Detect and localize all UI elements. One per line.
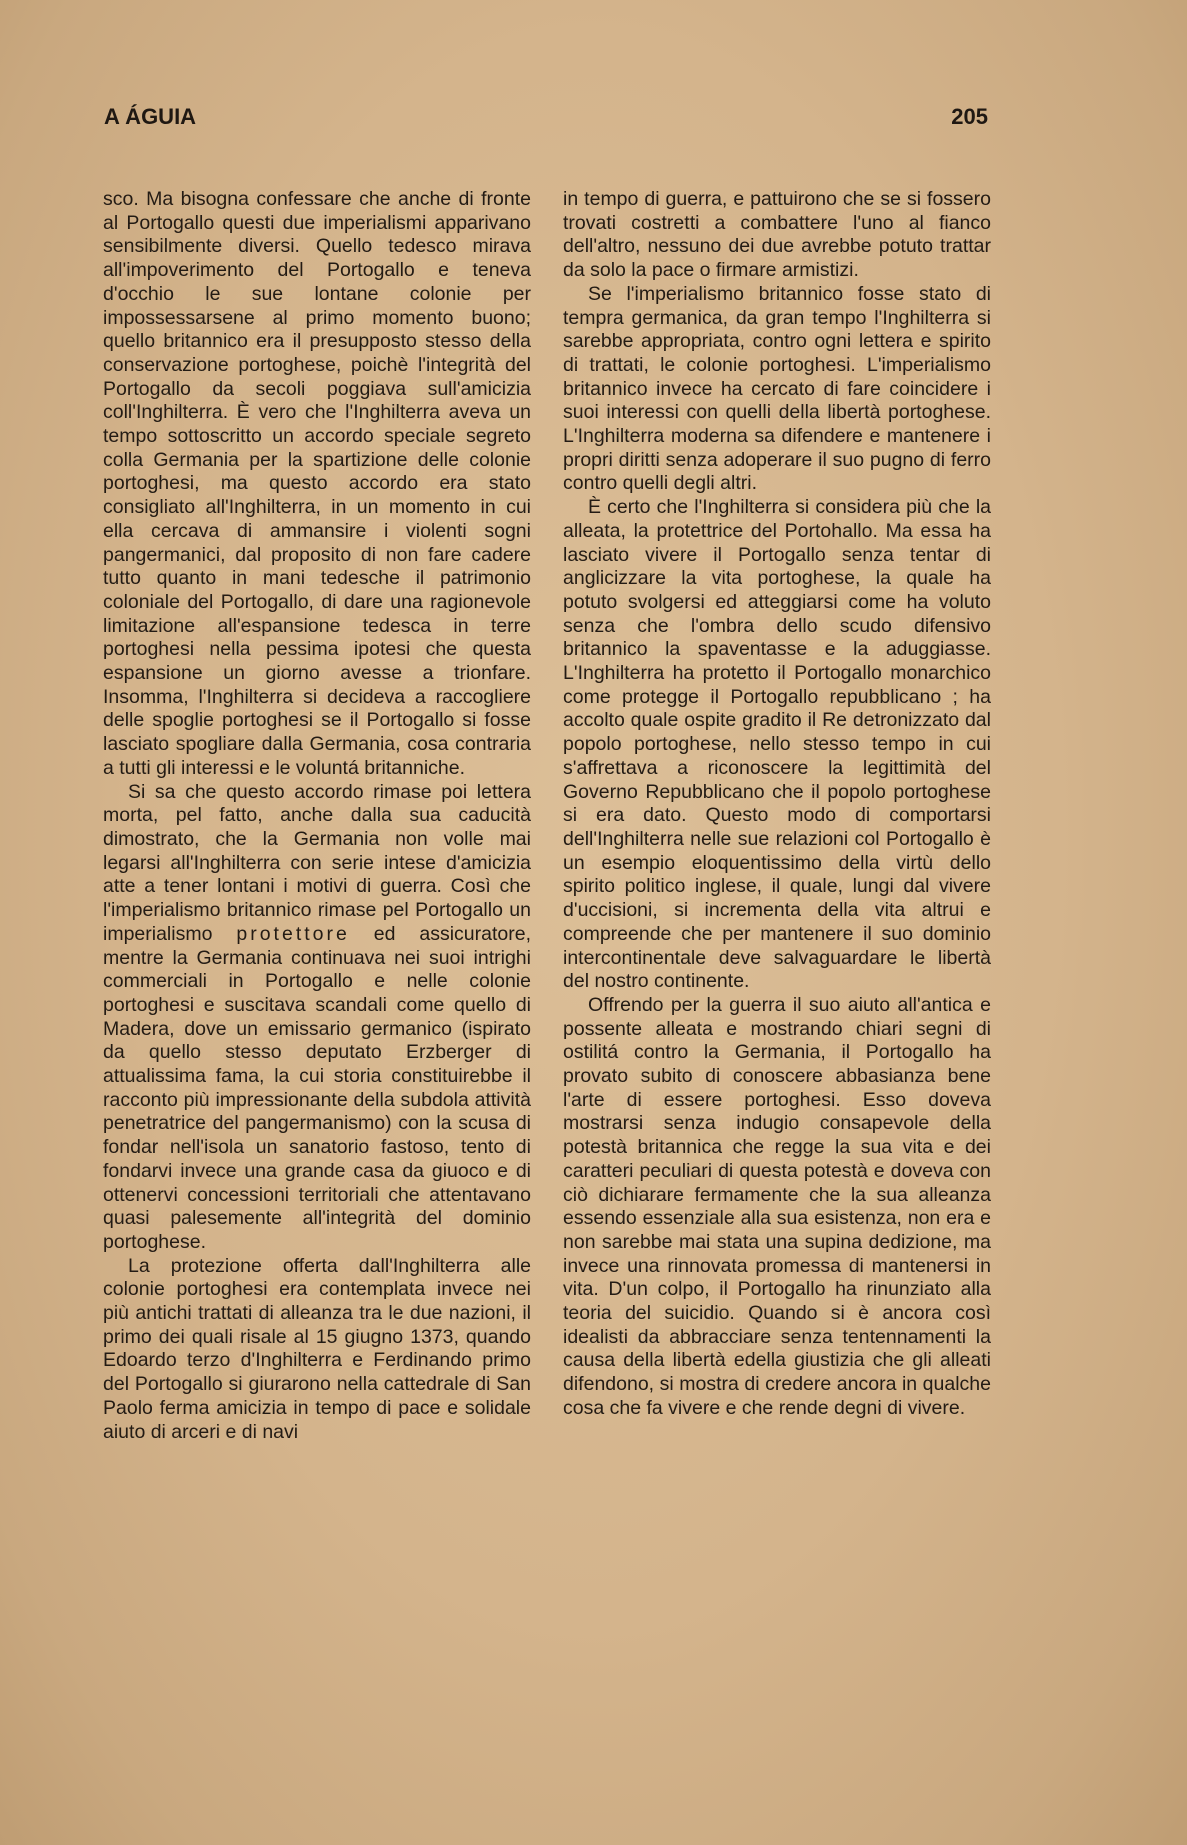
paragraph: La protezione offerta dall'Inghilterra alle colonie portoghesi era contemplata invece nei più antichi trattati di alleanza tra le due nazioni, il primo dei quali risale al 15 giugno 1373, quando Edoardo terzo d'Inghilterra e Ferdinando primo del Portogallo si giurarono nella cattedrale di San Paolo ferma amicizia in tempo di pace e solidale aiuto di arceri e di navi [103, 1254, 531, 1443]
paragraph: Se l'imperialismo britannico fosse stato di tempra germanica, da gran tempo l'Inghilterra si sarebbe appropriata, contro ogni lettera e spirito di trattati, le colonie portoghesi. L'imperialismo britannico invece ha cercato di fare coincidere i suoi interessi con quelli della libertà portoghese. L'Inghilterra moderna sa difendere e mantenere i propri diritti senza adoperare il suo pugno di ferro contro quelli degli altri. [563, 282, 991, 495]
running-head [104, 100, 988, 134]
paragraph: È certo che l'Inghilterra si considera più che la alleata, la protettrice del Portohallo. Ma essa ha lasciato vivere il Portogallo senza tentar di anglicizzare la vita portoghese, la quale ha potuto svolgersi ed atteggiarsi come ha voluto senza che l'ombra dello scudo difensivo britannico la spaventasse e la aduggiasse. L'Inghilterra ha protetto il Portogallo monarchico come protegge il Portogallo repubblicano ; ha accolto quale ospite gradito il Re detronizzato dal popolo portoghese, nello stesso tempo in cui s'affrettava a riconoscere la legittimità del Governo Repubblicano che il popolo portoghese si era dato. Questo modo di comportarsi dell'Inghilterra nelle sue relazioni col Portogallo è un esempio eloquentissimo della virtù dello spirito politico inglese, il quale, lungi dal vivere d'uccisioni, si incrementa della vita altrui e compreende che per mantenere il suo dominio intercontinentale deve salvaguardare le libertà del nostro continente. [563, 496, 991, 993]
paragraph-text: ed assicuratore, mentre la Germania continuava nei suoi intrighi commerciali in Portogallo e nelle colonie portoghesi e suscitava scandali come quello di Madera, dove un emissario germanico (ispirato da quello stesso deputato Erzberger di attualissima fama, la cui storia constituirebbe il racconto più impressionante della subdola attività penetratrice del pangermanismo) con la scusa di fondar nell'isola un sanatorio fastoso, tento di fondarvi invece una grande casa da giuoco e di ottenervi concessioni territoriali che attentavano quasi palesemente all'integrità del dominio portoghese. [103, 922, 532, 1253]
paragraph-text: Si sa che questo accordo rimase poi lettera morta, pel fatto, anche dalla sua caducità dimostrato, che la Germania non volle mai legarsi all'Inghilterra con serie intese d'amicizia atte a tener lontani i motivi di guerra. Così che l'imperialismo britannico rimase pel Portogallo un imperialismo [103, 780, 531, 945]
paragraph: in tempo di guerra, e pattuirono che se si fossero trovati costretti a combattere l'uno al fianco dell'altro, nessuno dei due avrebbe potuto trattar da solo la pace o firmare armistizi. [563, 188, 991, 282]
journal-title: A ÁGUIA [104, 104, 197, 129]
right-column [563, 188, 991, 1421]
spaced-word: protettore [236, 922, 350, 945]
left-column [103, 188, 531, 1444]
paragraph [103, 781, 531, 1255]
paragraph: sco. Ma bisogna confessare che anche di fronte al Portogallo questi due imperialismi apparivano sensibilmente diversi. Quello tedesco mirava all'impoverimento del Portogallo e teneva d'occhio le sue lontane colonie per impossessarsene al primo momento buono; quello britannico era il presupposto stesso della conservazione portoghese, poichè l'integrità del Portogallo da secoli poggiava sull'amicizia coll'Inghilterra. È vero che l'Inghilterra aveva un tempo sottoscritto un accordo speciale segreto colla Germania per la spartizione delle colonie portoghesi, ma questo accordo era stato consigliato all'Inghilterra, in un momento in cui ella cercava di ammansire i violenti sogni pangermanici, dal proposito di non fare cadere tutto quanto in mani tedesche il patrimonio coloniale del Portogallo, di dare una ragionevole limitazione all'espansione tedesca in terre portoghesi nella pessima ipotesi che questa espansione un giorno avesse a trionfare. Insomma, l'Inghilterra si decideva a raccogliere delle spoglie portoghesi se il Portogallo si fosse lasciato spogliare dalla Germania, cosa contraria a tutti gli interessi e le voluntá britanniche. [103, 188, 531, 779]
page-number: 205 [951, 104, 988, 129]
paragraph: Offrendo per la guerra il suo aiuto all'antica e possente alleata e mostrando chiari segni di ostilitá contro la Germania, il Portogallo ha provato subito di conoscere abbasianza bene l'arte di essere portoghesi. Esso doveva mostrarsi senza indugio consapevole della potestà britannica che regge la sua vita e dei caratteri peculiari di questa potestà e doveva con ciò dichiarare fermamente che la sua alleanza essendo essenziale alla sua esistenza, non era e non sarebbe mai stata una supina dedizione, ma invece una rinnovata promessa di mantenersi in vita. D'un colpo, il Portogallo ha rinunziato alla teoria del suicidio. Quando si è ancora così idealisti da abbracciare senza tentennamenti la causa della libertà edella giustizia che gli alleati difendono, si mostra di credere ancora in qualche cosa che fa vivere e che rende degni di vivere. [563, 993, 991, 1419]
